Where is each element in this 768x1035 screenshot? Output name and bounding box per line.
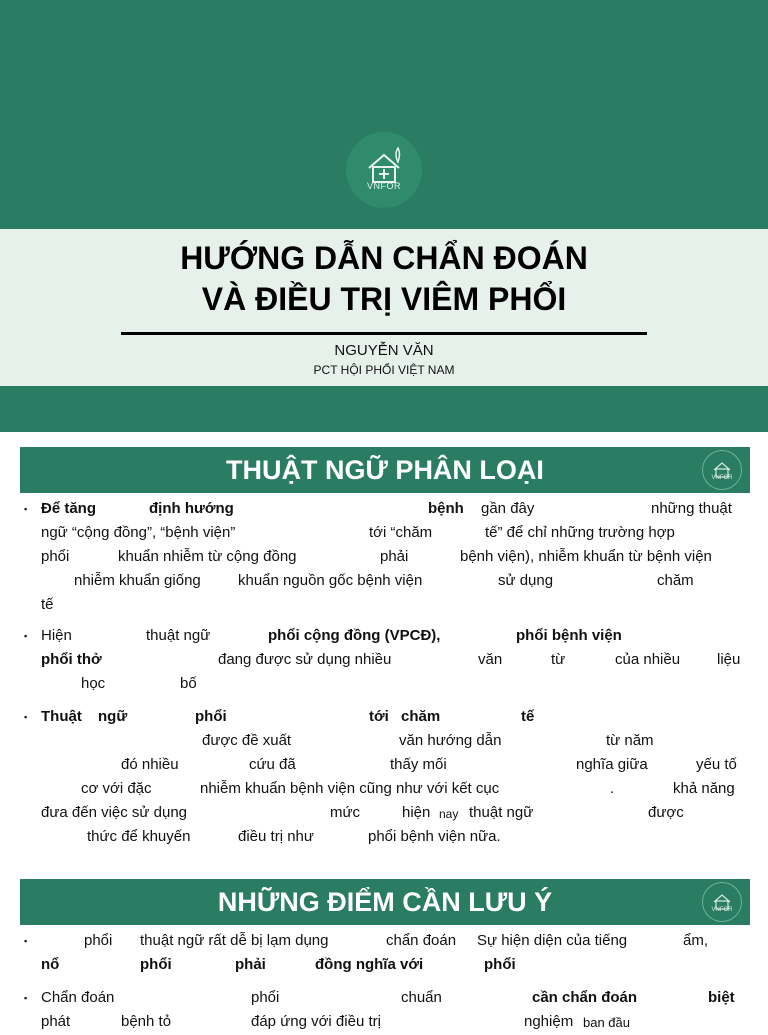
text-fragment: ngữ <box>98 708 128 725</box>
text-fragment: phổi thở <box>41 651 102 668</box>
author-affiliation: PCT HỘI PHỔI VIỆT NAM <box>313 363 455 377</box>
text-fragment: nghiệm <box>524 1013 574 1030</box>
text-fragment: từ năm <box>606 732 654 749</box>
house-leaf-icon <box>346 132 422 208</box>
text-fragment: phổi <box>195 708 227 725</box>
text-fragment: Sự hiện diện của tiếng <box>477 932 628 949</box>
text-fragment: phải <box>380 548 409 565</box>
text-fragment: tới <box>369 708 389 725</box>
text-fragment: từ <box>551 651 566 668</box>
text-fragment: thuật ngữ rất dễ bị lạm dụng <box>140 932 329 949</box>
logo-text: VNFOR <box>367 181 401 191</box>
text-fragment: chẩn đoán <box>386 932 457 949</box>
text-fragment: cần chẩn đoán <box>532 989 638 1006</box>
text-fragment: nghĩa giữa <box>576 756 648 773</box>
text-fragment: ban đầu <box>583 1015 630 1030</box>
text-fragment: phổi bệnh viện nữa. <box>368 828 501 845</box>
text-fragment: thuật ngữ <box>469 804 534 821</box>
text-fragment: phổi <box>84 932 113 949</box>
text-fragment: mức <box>330 804 361 821</box>
text-fragment: bệnh tỏ <box>121 1013 172 1030</box>
house-leaf-icon <box>703 883 741 921</box>
text-fragment: thấy mối <box>390 756 447 773</box>
text-fragment: cơ với đặc <box>81 780 152 797</box>
text-fragment: được đề xuất <box>202 732 292 749</box>
text-fragment: phổi <box>41 548 70 565</box>
text-fragment: sử dụng <box>498 572 554 589</box>
cover-slide <box>0 0 768 432</box>
text-fragment: gần đây <box>481 500 535 517</box>
text-fragment: những thuật <box>651 500 732 517</box>
text-fragment: văn <box>478 651 503 668</box>
text-fragment: bố <box>180 675 197 692</box>
text-fragment: thuật ngữ <box>146 627 211 644</box>
text-fragment: biệt <box>708 989 735 1006</box>
text-fragment: bệnh viện), nhiễm khuẩn từ bệnh viện <box>460 548 712 565</box>
vnfor-logo <box>702 882 742 922</box>
text-fragment: bệnh <box>428 500 464 517</box>
logo-text: VNFOR <box>711 475 733 481</box>
vnfor-logo <box>702 450 742 490</box>
vnfor-logo <box>346 132 422 208</box>
title-divider <box>121 332 647 335</box>
text-fragment: đồng nghĩa với <box>315 956 424 973</box>
text-fragment: hiện <box>402 804 431 821</box>
text-fragment: phổi <box>251 989 280 1006</box>
house-leaf-icon <box>703 451 741 489</box>
text-fragment: định hướng <box>149 500 234 517</box>
text-fragment: văn hướng dẫn <box>399 732 502 749</box>
section-header <box>20 879 750 925</box>
bullet-marker: ▪ <box>24 504 28 514</box>
text-fragment: đưa đến việc sử dụng <box>41 804 188 821</box>
section-header <box>20 447 750 493</box>
text-fragment: đang được sử dụng nhiều <box>218 651 392 668</box>
bullet-marker: ▪ <box>24 631 28 641</box>
text-fragment: tế” để chỉ những trường hợp <box>485 524 675 541</box>
text-fragment: liệu <box>717 651 741 668</box>
text-fragment: của nhiều <box>615 651 681 668</box>
text-fragment: khuẩn nguồn gốc bệnh viện <box>238 572 423 589</box>
text-fragment: tới “chăm <box>369 524 433 541</box>
text-fragment: thức để khuyến <box>87 828 191 845</box>
text-fragment: chăm <box>657 572 694 589</box>
text-fragment: được <box>648 804 684 821</box>
logo-text: VNFOR <box>711 907 733 913</box>
text-fragment: phát <box>41 1013 71 1030</box>
text-fragment: nhiễm khuẩn bệnh viện cũng như với kết cục <box>200 780 500 797</box>
text-fragment: đáp ứng với điều trị <box>251 1013 381 1030</box>
text-fragment: tế <box>521 708 535 725</box>
text-fragment: đó nhiều <box>121 756 179 773</box>
text-fragment: Chẩn đoán <box>41 989 115 1006</box>
document-title-line-1: HƯỚNG DẪN CHẨN ĐOÁN <box>180 240 588 276</box>
text-fragment: cứu đã <box>249 756 296 773</box>
text-fragment: Thuật <box>41 708 82 725</box>
text-fragment: tế <box>41 596 54 613</box>
text-fragment: ngữ “cộng đồng”, “bệnh viện” <box>41 524 236 541</box>
bullet-marker: ▪ <box>24 936 28 946</box>
text-fragment: phổi cộng đồng (VPCĐ), <box>268 627 441 644</box>
text-fragment: nổ <box>41 956 60 973</box>
text-fragment: Để tăng <box>41 500 97 517</box>
text-fragment: khuẩn nhiễm từ cộng đồng <box>118 548 297 565</box>
slide-terminology <box>0 447 768 865</box>
section-title: NHỮNG ĐIỂM CẦN LƯU Ý <box>217 887 553 917</box>
text-fragment: ẩm, <box>683 932 709 949</box>
text-fragment: phổi <box>140 956 172 973</box>
title-band <box>0 229 768 386</box>
text-fragment: Hiện <box>41 627 72 644</box>
author-name: NGUYỄN VĂN <box>334 342 434 359</box>
text-fragment: điều trị như <box>238 828 314 845</box>
section-title: THUẬT NGỮ PHÂN LOẠI <box>226 455 544 485</box>
text-fragment: yếu tố <box>696 756 737 773</box>
bullet-marker: ▪ <box>24 993 28 1003</box>
text-fragment: học <box>81 675 106 692</box>
slide-notes <box>0 879 768 1030</box>
text-fragment: khả năng <box>673 780 735 797</box>
document-title-line-2: VÀ ĐIỀU TRỊ VIÊM PHỔI <box>201 281 567 317</box>
text-fragment: nhiễm khuẩn giống <box>74 572 201 589</box>
text-fragment: phải <box>235 956 266 973</box>
text-fragment: nay <box>439 807 459 821</box>
text-fragment: chăm <box>401 708 441 725</box>
bullet-marker: ▪ <box>24 712 28 722</box>
text-fragment: . <box>610 780 615 797</box>
text-fragment: phổi bệnh viện <box>516 627 622 644</box>
text-fragment: phổi <box>484 956 516 973</box>
text-fragment: chuẩn <box>401 989 442 1006</box>
